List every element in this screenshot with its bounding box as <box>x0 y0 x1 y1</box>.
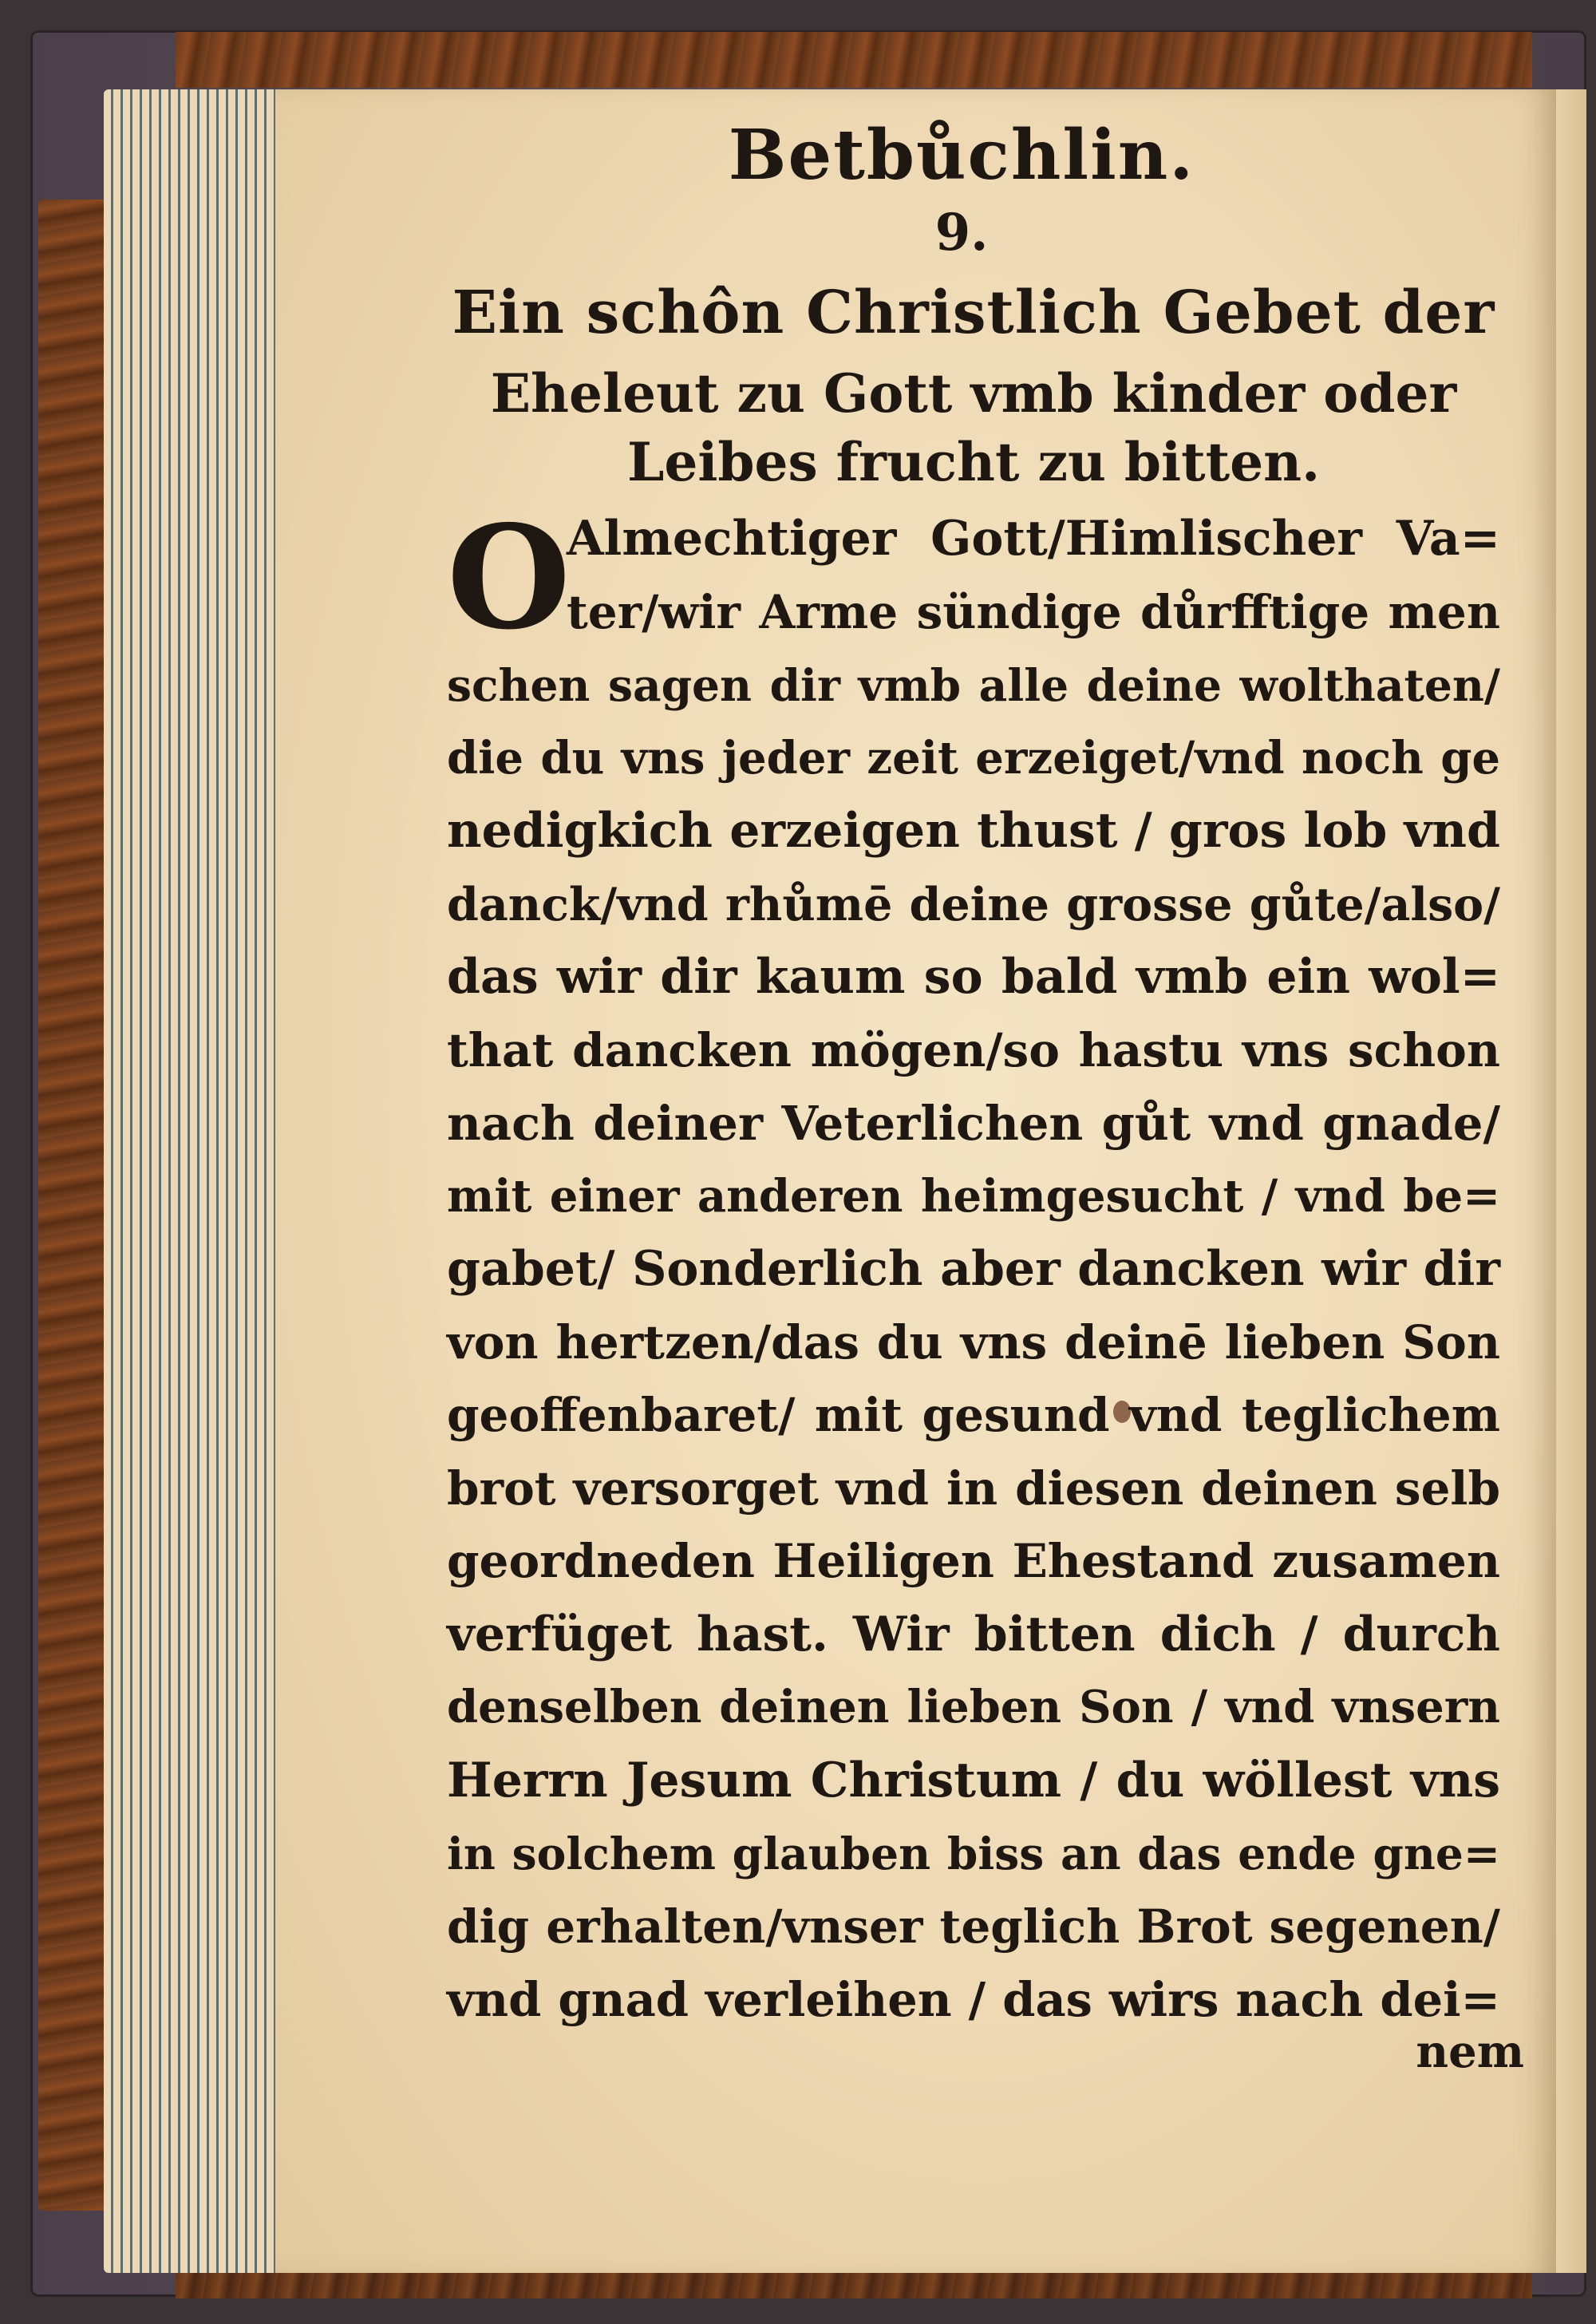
body-line: gabet/ Sonderlich aber dancken wir dir <box>447 1241 1500 1297</box>
prayer-title-line-3: Leibes frucht zu bitten. <box>626 431 1321 493</box>
body-line: Herrn Jesum Christum / du wöllest vns <box>447 1752 1500 1808</box>
body-line: dig erhalten/vnser teglich Brot segenen/ <box>447 1899 1500 1954</box>
body-line: das wir dir kaum so bald vmb ein wol= <box>447 949 1500 1005</box>
catchword: nem <box>1416 2026 1524 2078</box>
prayer-body <box>447 494 1500 2037</box>
drop-cap-initial: O <box>447 494 571 661</box>
prayer-title-line-1: Ein schôn Christlich Gebet der <box>452 279 1495 347</box>
body-line: nach deiner Veterlichen gůt vnd gnade/ <box>447 1096 1500 1151</box>
body-line: vnd gnad verleihen / das wirs nach dei= <box>447 1972 1500 2027</box>
body-line: geoffenbaret/ mit gesund vnd teglichem <box>447 1388 1500 1442</box>
body-line: in solchem glauben biss an das ende gne= <box>447 1828 1500 1879</box>
body-line: schen sagen dir vmb alle deine wolthaten/ <box>447 659 1500 711</box>
folio-number: 9. <box>934 203 989 263</box>
body-line: von hertzen/das du vns deinē lieben Son <box>447 1314 1500 1370</box>
cover-leather-top <box>176 32 1532 88</box>
body-line: mit einer anderen heimgesucht / vnd be= <box>447 1169 1500 1223</box>
next-page-edge <box>1556 89 1586 2273</box>
body-line: Almechtiger Gott/Himlischer Va= <box>567 511 1500 567</box>
prayer-title-line-2: Eheleut zu Gott vmb kinder oder <box>490 362 1457 425</box>
page-text-block <box>447 112 1500 2037</box>
body-line: die du vns jeder zeit erzeiget/vnd noch ge <box>447 731 1500 785</box>
running-head: Betbůchlin. <box>728 115 1195 196</box>
body-line: nedigkich erzeigen thust / gros lob vnd <box>447 803 1500 859</box>
cover-leather-left <box>38 200 110 2211</box>
body-line: verfüget hast. Wir bitten dich / durch <box>447 1606 1500 1662</box>
body-line: that dancken mögen/so hastu vns schon <box>447 1022 1500 1077</box>
body-line: brot versorget vnd in diesen deinen selb <box>447 1460 1500 1516</box>
body-line: geordneden Heiligen Ehestand zusamen <box>447 1534 1500 1588</box>
page-stack-edge <box>104 89 279 2273</box>
body-line: danck/vnd rhůmē deine grosse gůte/also/ <box>447 877 1500 931</box>
body-line: denselben deinen lieben Son / vnd vnsern <box>447 1681 1500 1733</box>
body-line: ter/wir Arme sündige důrfftige men <box>567 584 1500 639</box>
